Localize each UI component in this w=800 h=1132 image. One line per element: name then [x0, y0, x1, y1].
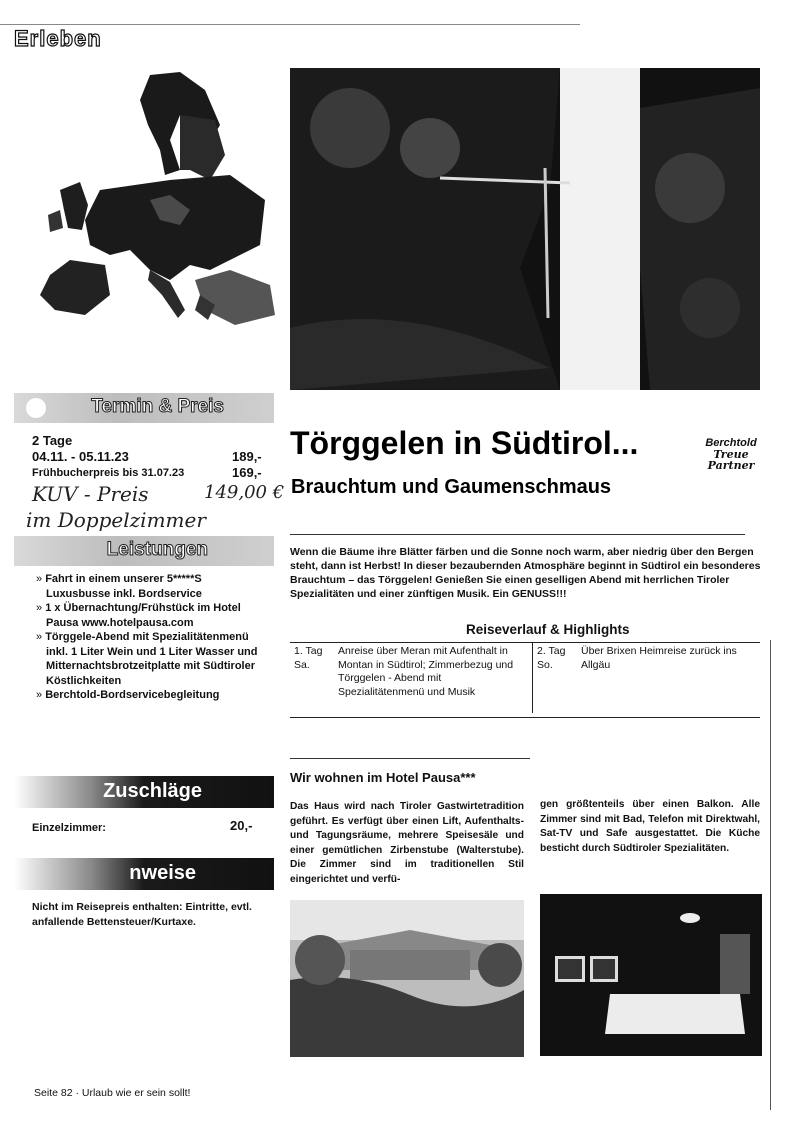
service-item: » 1 x Übernachtung/Frühstück im Hotel Pausa www.hotelpausa.com — [36, 601, 268, 630]
zuschlaege-heading: Zuschläge — [103, 780, 202, 802]
price: 189,- — [232, 449, 262, 464]
early-booking-price: 169,- — [232, 465, 262, 480]
logo-line-treue: Treue — [713, 448, 749, 461]
circle-icon — [26, 398, 46, 418]
termin-heading: Termin & Preis — [91, 396, 224, 417]
route-day: 1. Tag — [294, 645, 323, 657]
intro-text: Wenn die Bäume ihre Blätter färben und die Sonne noch warm, aber niedrig über den Bergen steht, dann ist Herbst! In dieser bezaubernden Atmosphäre beginnt in Südtirol ein besonderes Brauchtum – das Törggelen! Genießen Sie einen geselligen Abend mit herrlichen Tiroler Spezialitäten und einer zünftigen Musik. Ein GENUSS!!! — [290, 546, 761, 600]
section-title: Erleben — [14, 26, 102, 51]
zuschlaege-header-band — [14, 776, 274, 808]
berchtold-logo — [700, 437, 762, 471]
surcharge-price: 20,- — [230, 818, 253, 833]
europe-map — [30, 70, 275, 335]
hotel-rule — [290, 758, 530, 759]
hotel-dining-graphic — [540, 894, 762, 1056]
handwritten-price: 149,00 € — [204, 482, 285, 503]
route-table — [290, 643, 760, 713]
services-list — [36, 572, 268, 703]
route-text: Über Brixen Heimreise zurück ins Allgäu — [581, 645, 737, 671]
hinweise-text: Nicht im Reisepreis enthalten: Eintritte, evtl. anfallende Bettensteuer/Kurtaxe. — [32, 901, 252, 928]
service-item: » Berchtold-Bordservicebegleitung — [36, 688, 268, 703]
surcharge-label: Einzelzimmer: — [32, 822, 106, 834]
route-day-cell — [290, 643, 334, 713]
service-item: » Fahrt in einem unserer 5*****S Luxusbusse inkl. Bordservice — [36, 572, 268, 601]
page-title: Törggelen in Südtirol... — [290, 425, 639, 461]
hinweise-heading: nweise — [129, 862, 196, 884]
header-rule — [0, 24, 580, 25]
hotel-heading: Wir wohnen im Hotel Pausa*** — [290, 770, 476, 785]
route-weekday: Sa. — [294, 658, 310, 671]
page-subtitle: Brauchtum und Gaumenschmaus — [291, 476, 612, 498]
hotel-text-col2: gen größtenteils über einen Balkon. Alle Zimmer sind mit Bad, Telefon mit Direktwahl, Sat-TV und Safe ausgestattet. Die Küche besticht durch Südtiroler Spezialitäten. — [540, 799, 760, 854]
hotel-exterior-photo — [290, 900, 524, 1057]
early-booking-label: Frühbucherpreis bis 31.07.23 — [32, 467, 185, 479]
route-row — [290, 643, 760, 713]
leistungen-heading: Leistungen — [106, 539, 208, 560]
hinweise-header-band — [14, 858, 274, 890]
vineyard-photo-graphic — [290, 68, 760, 390]
logo-brand: Berchtold — [705, 437, 757, 449]
title-rule — [290, 534, 745, 535]
logo-line-partner: Partner — [707, 459, 755, 472]
route-text: Anreise über Meran mit Aufenthalt in Montan in Südtirol; Zimmerbezug und Törggelen - Abend mit Spezialitätenmenü und Musik — [334, 643, 533, 713]
termin-header-band — [14, 393, 274, 423]
leistungen-header-band — [14, 536, 274, 566]
right-edge-rule — [770, 640, 771, 1110]
route-day: 2. Tag — [537, 645, 566, 657]
duration: 2 Tage — [32, 433, 73, 448]
travel-dates: 04.11. - 05.11.23 — [32, 449, 129, 464]
footer-text: Seite 82 · Urlaub wie er sein sollt! — [34, 1087, 191, 1099]
service-item: » Törggele-Abend mit Spezialitätenmenü inkl. 1 Liter Wein und 1 Liter Wasser und Mitternachtsbrotzeitplatte mit Südtiroler Köstlichkeiten — [36, 630, 268, 688]
route-day-cell — [533, 643, 578, 713]
hotel-dining-photo — [540, 894, 762, 1056]
vineyard-photo — [290, 68, 760, 390]
handwritten-price-label: KUV - Preis — [32, 482, 149, 506]
hotel-text-col1: Das Haus wird nach Tiroler Gastwirtetradition geführt. Es verfügt über einen Lift, Aufenthalts- und Tagungsräume, mehrere Speisesäle und einer gemütlichen Zirbenstube (Walterstube). Die Zimmer sind im traditionellen Stil eingerichtet und verfü- — [290, 801, 524, 885]
hotel-exterior-graphic — [290, 900, 524, 1057]
europe-map-graphic — [30, 70, 275, 335]
route-weekday: So. — [537, 658, 553, 671]
route-heading: Reiseverlauf & Highlights — [466, 622, 630, 637]
handwritten-room-note: im Doppelzimmer — [26, 508, 206, 532]
route-box — [290, 642, 760, 718]
